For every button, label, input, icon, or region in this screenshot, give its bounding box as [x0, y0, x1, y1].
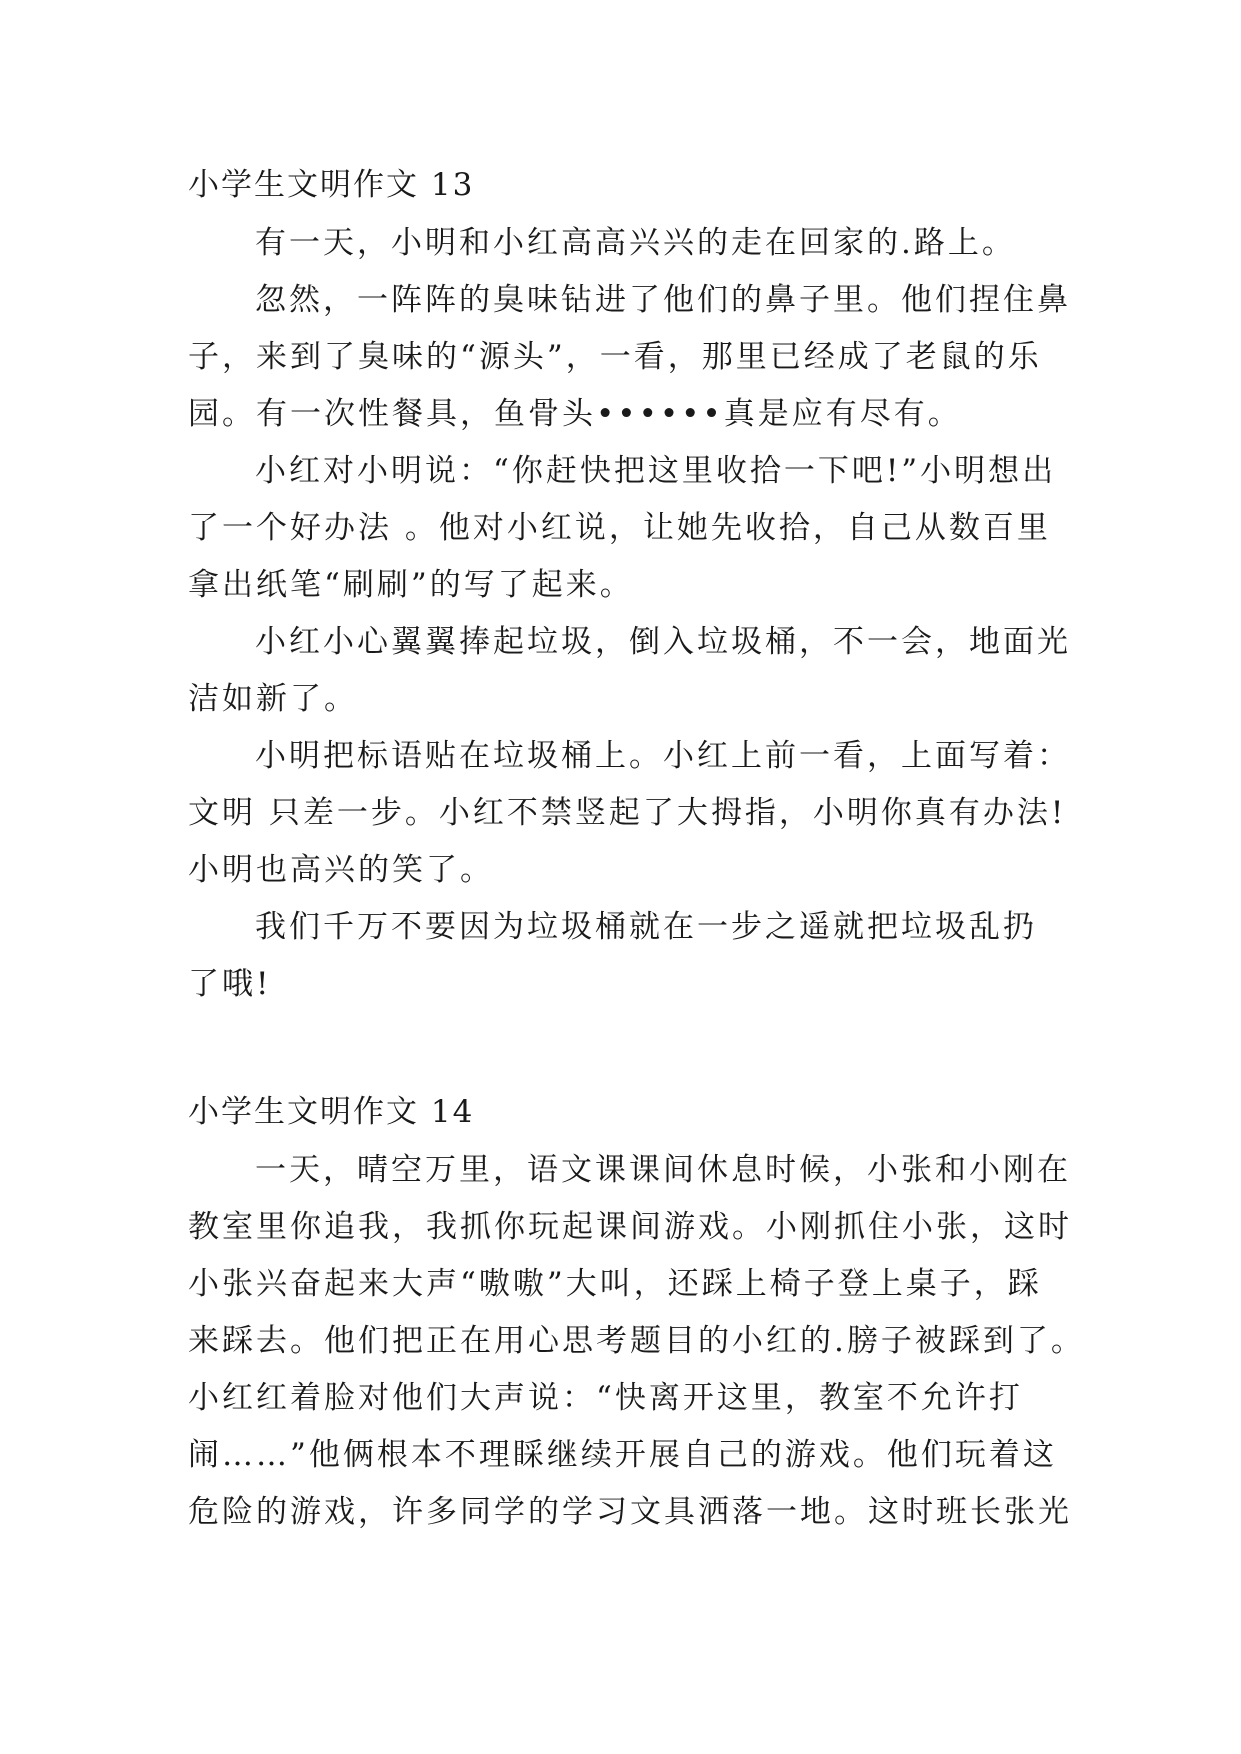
essay-13-title: 小学生文明作文 13 [188, 167, 475, 203]
essay-14-title: 小学生文明作文 14 [188, 1094, 475, 1130]
essay-13-line: 小红小心翼翼捧起垃圾，倒入垃圾桶，不一会，地面光 [255, 624, 1071, 660]
essay-14-line: 小红红着脸对他们大声说：“快离开这里，教室不允许打 [188, 1380, 1023, 1416]
essay-13-line: 子，来到了臭味的“源头”，一看，那里已经成了老鼠的乐 [188, 339, 1042, 375]
essay-14-line: 教室里你追我，我抓你玩起课间游戏。小刚抓住小张，这时 [188, 1209, 1072, 1245]
essay-13-line: 园。有一次性餐具，鱼骨头••••••真是应有尽有。 [188, 396, 962, 432]
essay-13-line: 小明把标语贴在垃圾桶上。小红上前一看，上面写着： [255, 738, 1071, 774]
essay-13-line: 洁如新了。 [188, 681, 358, 717]
essay-14-line: 闹……”他俩根本不理睬继续开展自己的游戏。他们玩着这 [188, 1437, 1057, 1473]
essay-13-line: 了哦! [188, 966, 272, 1002]
essay-13-line: 拿出纸笔“刷刷”的写了起来。 [188, 567, 634, 603]
essay-13-line: 小明也高兴的笑了。 [188, 852, 494, 888]
essay-13-line: 我们千万不要因为垃圾桶就在一步之遥就把垃圾乱扔 [255, 909, 1037, 945]
essay-14-line: 一天，晴空万里，语文课课间休息时候，小张和小刚在 [255, 1152, 1071, 1188]
essay-14-line: 小张兴奋起来大声“嗷嗷”大叫，还踩上椅子登上桌子，踩 [188, 1266, 1042, 1302]
essay-14-line: 危险的游戏，许多同学的学习文具洒落一地。这时班长张光 [188, 1494, 1072, 1530]
essay-13-line: 小红对小明说：“你赶快把这里收拾一下吧!”小明想出 [255, 453, 1057, 489]
essay-13-line: 忽然，一阵阵的臭味钻进了他们的鼻子里。他们捏住鼻 [255, 282, 1071, 318]
essay-13-line: 有一天，小明和小红高高兴兴的走在回家的.路上。 [255, 225, 1016, 261]
essay-14-line: 来踩去。他们把正在用心思考题目的小红的.膀子被踩到了。 [188, 1323, 1085, 1359]
essay-13-line: 了一个好办法 。他对小红说，让她先收拾，自己从数百里 [188, 510, 1051, 546]
essay-13-line: 文明 只差一步。小红不禁竖起了大拇指，小明你真有办法! [188, 795, 1067, 831]
